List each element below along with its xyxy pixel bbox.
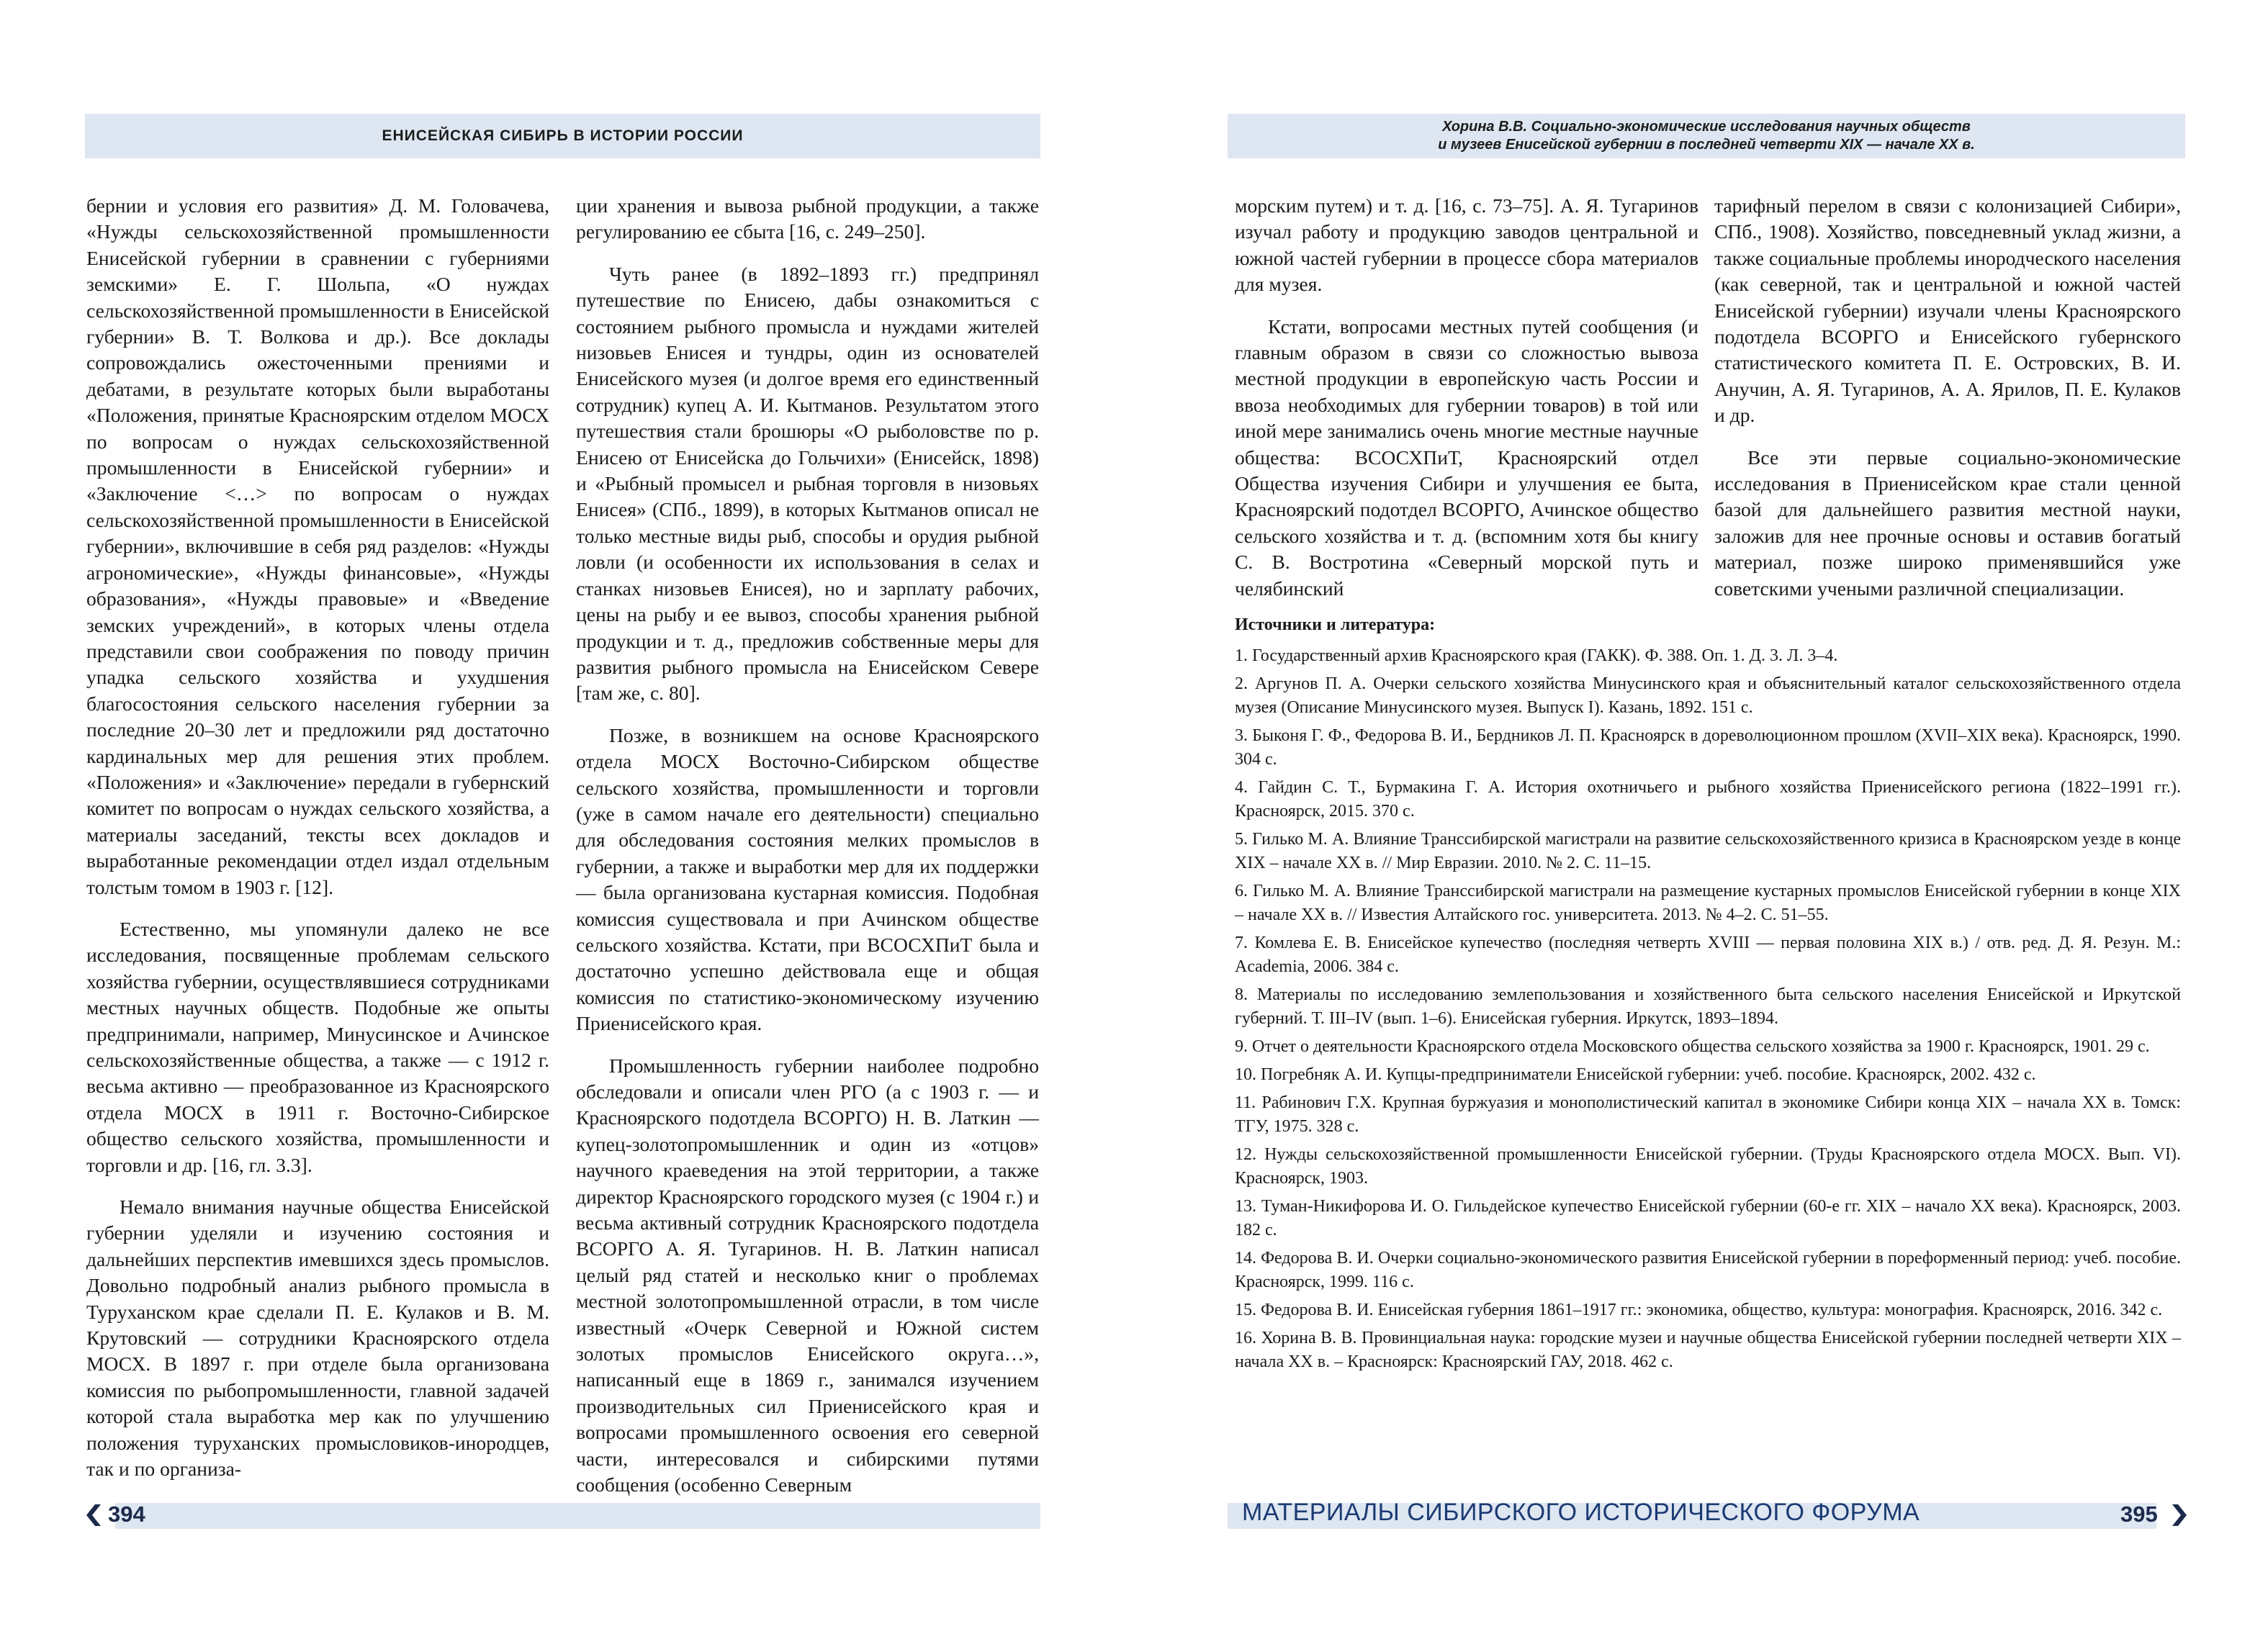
- running-header: [85, 114, 1040, 158]
- reference-item: 4. Гайдин С. Т., Бурмакина Г. А. История охотничьего и рыбного хозяйства Приенисейского региона (1822–1991 гг.). Красноярск, 2015. 370 с.: [1235, 778, 2181, 821]
- reference-item: 8. Материалы по исследованию землепользования и хозяйственного быта сельского населения Енисейской и Иркутской губерний. Т. III–IV (вып. 1–6). Енисейская губерния. Иркутск, 1893–1894.: [1235, 985, 2181, 1028]
- right-page: [1134, 0, 2268, 1644]
- reference-item: 12. Нужды сельскохозяйственной промышленности Енисейской губернии. (Труды Красноярского отдела МОСХ. Вып. VI). Красноярск, 1903.: [1235, 1145, 2181, 1188]
- text-column-2: [1714, 193, 2181, 618]
- paragraph: Естественно, мы упомянули далеко не все исследования, посвященные проблемам сельского хозяйства губернии, осуществлявшиеся сотрудниками местных научных обществ. Подобные же опыты предпринимали, например, Минусинское и Ачинское сельскохозяйственные общества, а также — с 1912 г. весьма активно — преобразованное из Красноярского отдела МОСХ в 1911 г. Восточно-Сибирское общество сельского хозяйства, промышленности и торговли и др. [16, гл. 3.3].: [86, 917, 549, 1176]
- paragraph: морским путем) и т. д. [16, с. 73–75]. А. Я. Тугаринов изучал работу и продукцию заводов центральной и южной частей губернии в процессе сбора материалов для музея.: [1235, 194, 1698, 296]
- footer-title: МАТЕРИАЛЫ СИБИРСКОГО ИСТОРИЧЕСКОГО ФОРУМА: [1242, 1499, 1920, 1526]
- paragraph: Кстати, вопросами местных путей сообщения (и главным образом в связи со сложностью вывоза местной продукции в европейскую часть России и ввоза необходимых для губернии товаров) в той или иной мере занимались очень многие местные научные общества: ВСОСХПиТ, Красноярский отдел Общества изучения Сибири и улучшения ее быта, Красноярский подотдел ВСОРГО, Ачинское общество сельского хозяйства и т. д. (вспомним хотя бы книгу С. В. Востротина «Северный морской путь и челябинский: [1235, 315, 1698, 600]
- reference-item: 7. Комлева Е. В. Енисейское купечество (последняя четверть XVIII — первая половина XIX в.) / отв. ред. Д. Я. Резун. М.: Academia, 2006. 384 с.: [1235, 934, 2181, 976]
- paragraph: тарифный перелом в связи с колонизацией Сибири», СПб., 1908). Хозяйство, повседневный уклад жизни, а также социальные проблемы инородческого населения (как северной, так и центральной и южной частей Енисейской губернии) изучали члены Красноярского подотдела ВСОРГО и Енисейского губернского статистического комитета П. Е. Островских, В. И. Анучин, А. Я. Тугаринов, А. А. Ярилов, П. Е. Кулаков и др.: [1714, 194, 2181, 427]
- references-section: [1235, 613, 2181, 1378]
- running-header-title: ЕНИСЕЙСКАЯ СИБИРЬ В ИСТОРИИ РОССИИ: [382, 127, 744, 144]
- chevron-left-icon: [86, 1504, 102, 1526]
- reference-item: 15. Федорова В. И. Енисейская губерния 1861–1917 гг.: экономика, общество, культура: монография. Красноярск, 2016. 342 с.: [1235, 1301, 2163, 1319]
- reference-item: 16. Хорина В. В. Провинциальная наука: городские музеи и научные общества Енисейской губернии последней четверти XIX – начала XX в. – Красноярск: Красноярский ГАУ, 2018. 462 с.: [1235, 1329, 2181, 1371]
- paragraph: Немало внимания научные общества Енисейской губернии уделяли и изучению состояния и дальнейших перспектив имевшихся здесь промыслов. Довольно подробный анализ рыбного промысла в Туруханском крае сделали П. Е. Кулаков и В. М. Крутовский — сотрудники Красноярского отдела МОСХ. В 1897 г. при отделе была организована комиссия по рыбопромышленности, главной задачей которой стала выработка мер как по улучшению положения туруханских промысловиков-инородцев, так и по организа-: [86, 1196, 549, 1481]
- reference-item: 2. Аргунов П. А. Очерки сельского хозяйства Минусинского края и объяснительный каталог сельскохозяйственного отдела музея (Описание Минусинского музея. Выпуск I). Казань, 1892. 151 с.: [1235, 674, 2181, 717]
- text-column-1: [1235, 193, 1698, 618]
- chevron-right-icon: [2171, 1504, 2187, 1526]
- running-header: [1228, 114, 2185, 158]
- reference-item: 11. Рабинович Г.Х. Крупная буржуазия и монополистический капитал в экономике Сибири конца XIX – начала XX в. Томск: ТГУ, 1975. 328 с.: [1235, 1093, 2181, 1136]
- page-number: 394: [108, 1501, 145, 1527]
- reference-item: 14. Федорова В. И. Очерки социально-экономического развития Енисейской губернии в пореформенный период: учеб. пособие. Красноярск, 1999. 116 с.: [1235, 1249, 2181, 1291]
- paragraph: бернии и условия его развития» Д. М. Головачева, «Нужды сельскохозяйственной промышленности Енисейской губернии в сравнении с губерниями земскими» Е. Г. Шольпа, «О нуждах сельскохозяйственной промышленности в Енисейской губернии» В. Т. Волкова и др.). Все доклады сопровождались ожесточенными прениями и дебатами, в результате которых были выработаны «Положения, принятые Красноярским отделом МОСХ по вопросам о нуждах сельскохозяйственной промышленности в Енисейской губернии» и «Заключение <…> по вопросам о нуждах сельскохозяйственной промышленности в Енисейской губернии», включившие в себя ряд разделов: «Нужды агрономические», «Нужды финансовые», «Нужды образования», «Нужды правовые» и «Введение земских учреждений», в которых члены отдела представили свои соображения по поводу причин упадка сельского хозяйства и ухудшения благосостояния сельского населения губернии за последние 20–30 лет и предложили ряд достаточно кардинальных мер для решения этих проблем. «Положения» и «Заключение» передали в губернский комитет по вопросам о нуждах сельского хозяйства, а материалы заседаний, тексты всех докладов и выработанные рекомендации отдел издал отдельным толстым томом в 1903 г. [12].: [86, 194, 549, 898]
- reference-item: 6. Гилько М. А. Влияние Транссибирской магистрали на размещение кустарных промыслов Енисейской губернии в конце XIX – начале XX в. // Известия Алтайского гос. университета. 2013. № 4–2. С. 51–55.: [1235, 882, 2181, 924]
- reference-item: 10. Погребняк А. И. Купцы-предприниматели Енисейской губернии: учеб. пособие. Красноярск, 2002. 432 с.: [1235, 1065, 2036, 1084]
- paragraph: Позже, в возникшем на основе Красноярского отдела МОСХ Восточно-Сибирском обществе сельского хозяйства, промышленности и торговли (уже в самом начале его деятельности) специально для обследования состояния мелких промыслов в губернии, а также и выработки мер для их поддержки — была организована кустарная комиссия. Подобная комиссия существовала и при Ачинском обществе сельского хозяйства. Кстати, при ВСОСХПиТ была и достаточно успешно действовала еще и общая комиссия по статистико-экономическому изучению Приенисейского края.: [576, 723, 1039, 1035]
- paragraph: Все эти первые социально-экономические исследования в Приенисейском крае стали ценной базой для дальнейшего развития местной науки, заложив для нее прочные основы и оставив богатый материал, позже широко применявшийся уже советскими учеными различной специализации.: [1714, 446, 2181, 600]
- running-header-line-2: и музеев Енисейской губернии в последней четверти XIX — начале XX в.: [1438, 137, 1975, 153]
- running-header-line-1: Хорина В.В. Социально-экономические исследования научных обществ: [1442, 119, 1971, 135]
- paragraph: ции хранения и вывоза рыбной продукции, а также регулированию ее сбыта [16, с. 249–250].: [576, 194, 1039, 243]
- text-column-1: [86, 193, 549, 1499]
- page-number: 395: [2120, 1501, 2158, 1527]
- references-title: Источники и литература:: [1235, 615, 1436, 634]
- reference-item: 13. Туман-Никифорова И. О. Гильдейское купечество Енисейской губернии (60-е гг. XIX – начало XX века). Красноярск, 2003. 182 с.: [1235, 1197, 2181, 1239]
- footer-band: [115, 1503, 1040, 1529]
- text-column-2: [576, 193, 1039, 1514]
- reference-item: 3. Быконя Г. Ф., Федорова В. И., Бердников Л. П. Красноярск в дореволюционном прошлом (XVII–XIX века). Красноярск, 1990. 304 с.: [1235, 726, 2181, 769]
- reference-item: 9. Отчет о деятельности Красноярского отдела Московского общества сельского хозяйства за 1900 г. Красноярск, 1901. 29 с.: [1235, 1037, 2150, 1056]
- references-list: [1235, 644, 2181, 1374]
- paragraph: Промышленность губернии наиболее подробно обследовали и описали член РГО (а с 1903 г. — и Красноярского подотдела ВСОРГО) Н. В. Латкин — купец-золотопромышленник и один из «отцов» научного краеведения на этой территории, а также директор Красноярского городского музея (с 1904 г.) и весьма активный сотрудник Красноярского подотдела ВСОРГО А. Я. Тугаринов. Н. В. Латкин написал целый ряд статей и несколько книг о проблемах местной золотопромышленной отрасли, в том числе известный «Очерк Северной и Южной систем золотых промыслов Енисейского округа…», написанный еще в 1869 г., занимался изучением производительных сил Приенисейского края и вопросами промышленного освоения его северной части, интересовался и сибирскими путями сообщения (особенно Северным: [576, 1054, 1039, 1496]
- reference-item: 1. Государственный архив Красноярского края (ГАКК). Ф. 388. Оп. 1. Д. 3. Л. 3–4.: [1235, 646, 1838, 665]
- reference-item: 5. Гилько М. А. Влияние Транссибирской магистрали на развитие сельскохозяйственного кризиса в Красноярском уезде в конце XIX – начале XX в. // Мир Евразии. 2010. № 2. С. 11–15.: [1235, 830, 2181, 872]
- paragraph: Чуть ранее (в 1892–1893 гг.) предпринял путешествие по Енисею, дабы ознакомиться с состоянием рыбного промысла и нуждами жителей низовьев Енисея и тундры, один из основателей Енисейского музея (и долгое время его единственный сотрудник) купец А. И. Кытманов. Результатом этого путешествия стали брошюры «О рыболовстве по р. Енисею от Енисейска до Гольчихи» (Енисейск, 1898) и «Рыбный промысел и рыбная торговля в низовьях Енисея» (СПб., 1899), в которых Кытманов описал не только местные виды рыб, способы и орудия рыбной ловли (и особенности их использования в селах и станках низовьев Енисея), но и зарплату рабочих, цены на рыбу и ее вывоз, способы хранения рыбной продукции и т. д., предложив собственные меры для развития рыбного промысла на Енисейском Севере [там же, с. 80].: [576, 262, 1039, 705]
